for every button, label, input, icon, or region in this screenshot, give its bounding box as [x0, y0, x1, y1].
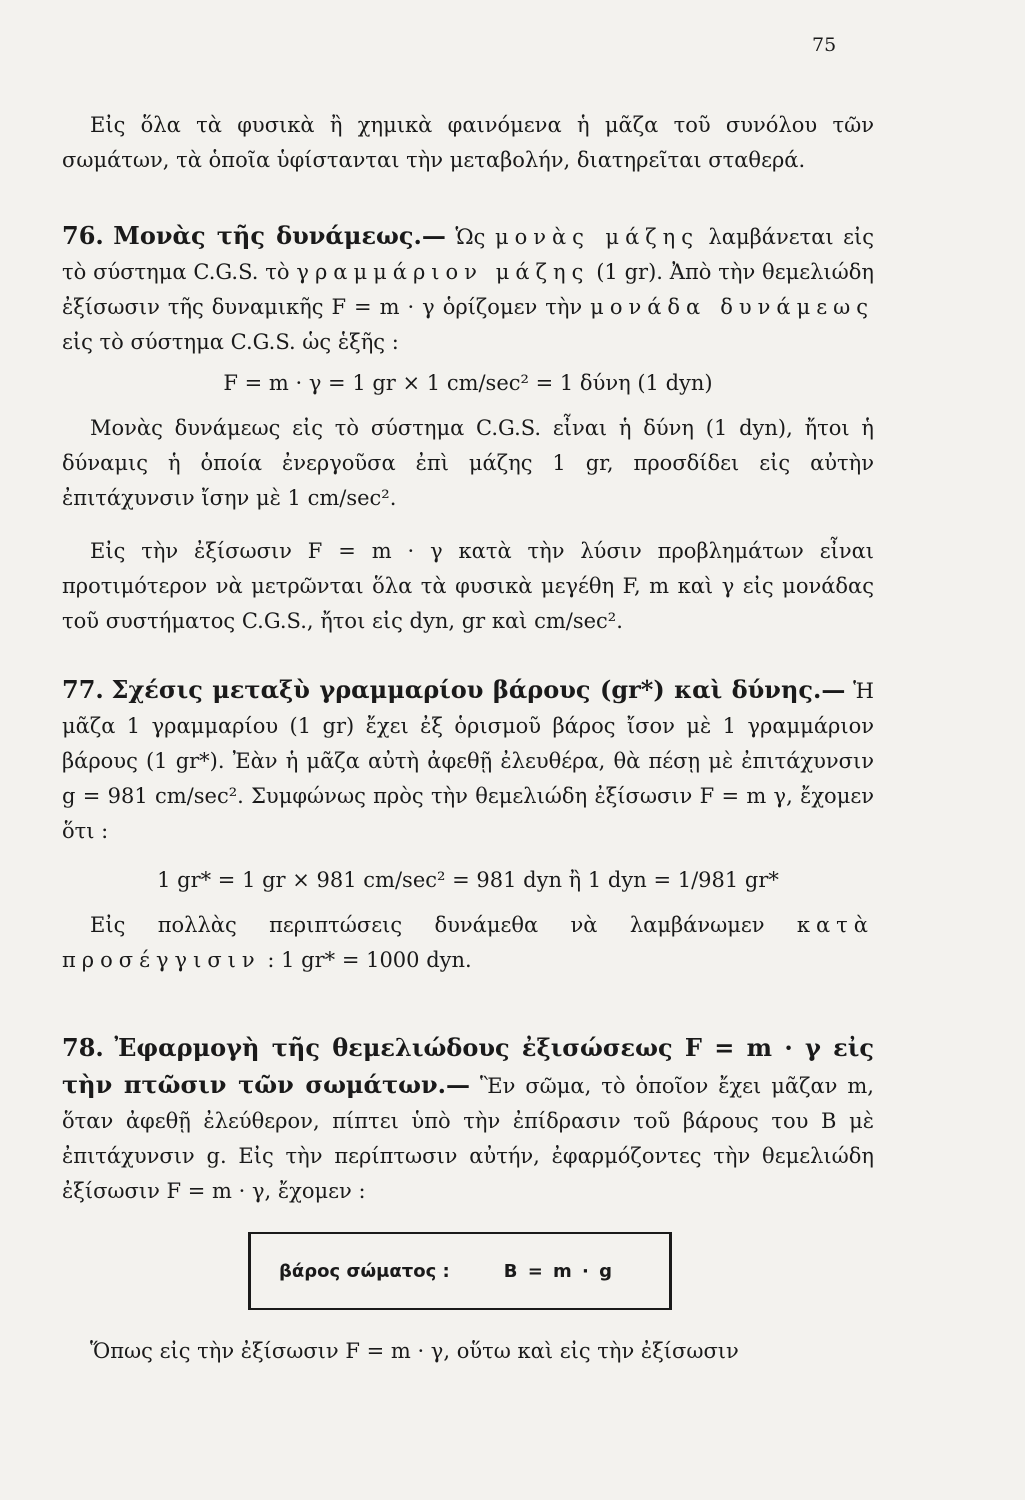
s76-text-1: Ὡς [455, 225, 486, 249]
s76-text-4: εἰς τὸ σύστημα C.G.S. ὡς ἑξῆς : [62, 330, 399, 354]
s77-text: Ἡ μᾶζα 1 γραμμαρίου (1 gr) ἔχει ἐξ ὁρισμοῦ βάρος ἴσον μὲ 1 γραμμάριον βάρους (1 gr*). Ἐὰν ἡ μᾶζα αὐτὴ ἀφεθῇ ἐλευθέρα, θὰ πέσῃ μὲ ἐπιτάχυνσιν g = 981 cm/sec². Συμφώνως πρὸς τὴν θεμελιώδη ἐξίσωσιν F = m γ, ἔχομεν ὅτι : [62, 679, 874, 843]
section-78-title: Ἐφαρμογὴ τῆς θεμελιώδους ἐξισώσεως F = m · γ εἰς τὴν πτῶσιν τῶν σωμάτων.— [62, 1033, 874, 1099]
weight-formula-box [248, 1232, 672, 1310]
s77-spaced: κατὰ προσέγγισιν [62, 913, 874, 972]
s76-paragraph-2: Μονὰς δυνάμεως εἰς τὸ σύστημα C.G.S. εἶναι ἡ δύνη (1 dyn), ἤτοι ἡ δύναμις ἡ ὁποία ἐνεργοῦσα ἐπὶ μάζης 1 gr, προσδίδει εἰς αὐτὴν ἐπιτάχυνσιν ἴσην μὲ 1 cm/sec². [62, 416, 874, 510]
section-76 [62, 218, 874, 639]
section-77-title: Σχέσις μεταξὺ γραμμαρίου βάρους (gr*) καὶ δύνης.— [111, 675, 846, 704]
section-78 [62, 1030, 874, 1209]
s76-text-2: λαμβάνεται εἰς τὸ σύστημα C.G.S. τὸ [62, 225, 874, 284]
intro-paragraph [62, 108, 874, 178]
s76-formula: F = m · γ = 1 gr × 1 cm/sec² = 1 δύνη (1 dyn) [223, 371, 713, 395]
s76-spaced-1: μονὰς μάζης [494, 225, 699, 249]
s78-last-line: Ὅπως εἰς τὴν ἐξίσωσιν F = m · γ, οὕτω καὶ εἰς τὴν ἐξίσωσιν [90, 1339, 739, 1363]
page-number: 75 [812, 34, 837, 56]
section-76-title: Μονὰς τῆς δυνάμεως.— [113, 221, 446, 250]
section-77 [62, 672, 874, 978]
section-77-number: 77. [62, 675, 104, 704]
closing-line [62, 1334, 874, 1369]
s76-spaced-3: μονάδα δυνάμεως [590, 295, 874, 319]
s77-formula: 1 gr* = 1 gr × 981 cm/sec² = 981 dyn ἢ 1 dyn = 1/981 gr* [157, 868, 779, 892]
s78-text: Ἓν σῶμα, τὸ ὁποῖον ἔχει μᾶζαν m, ὅταν ἀφεθῇ ἐλεύθερον, πίπτει ὑπὸ τὴν ἐπίδρασιν τοῦ βάρους του B μὲ ἐπιτάχυνσιν g. Εἰς τὴν περίπτωσιν αὐτήν, ἐφαρμόζοντες τὴν θεμελιώδη ἐξίσωσιν F = m · γ, ἔχομεν : [62, 1074, 874, 1203]
s77-text-2b: : 1 gr* = 1000 dyn. [267, 948, 472, 972]
section-76-number: 76. [62, 221, 104, 250]
s77-text-2a: Εἰς πολλὰς περιπτώσεις δυνάμεθα νὰ λαμβάνωμεν [90, 913, 765, 937]
s76-spaced-2: γραμμάριον μάζης [296, 260, 590, 284]
s76-text-3: (1 gr). Ἀπὸ τὴν θεμελιώδη ἐξίσωσιν τῆς δυναμικῆς F = m · γ ὁρίζομεν τὴν [62, 260, 875, 319]
box-formula: B = m · g [503, 1260, 615, 1282]
intro-text: Εἰς ὅλα τὰ φυσικὰ ἢ χημικὰ φαινόμενα ἡ μᾶζα τοῦ συνόλου τῶν σωμάτων, τὰ ὁποῖα ὑφίστανται τὴν μεταβολήν, διατηρεῖται σταθερά. [62, 113, 874, 172]
box-label: βάρος σώματος : [279, 1260, 450, 1282]
section-78-number: 78. [62, 1033, 104, 1062]
s76-paragraph-3: Εἰς τὴν ἐξίσωσιν F = m · γ κατὰ τὴν λύσιν προβλημάτων εἶναι προτιμότερον νὰ μετρῶνται ὅλα τὰ φυσικὰ μεγέθη F, m καὶ γ εἰς μονάδας τοῦ συστήματος C.G.S., ἤτοι εἰς dyn, gr καὶ cm/sec². [62, 539, 874, 633]
